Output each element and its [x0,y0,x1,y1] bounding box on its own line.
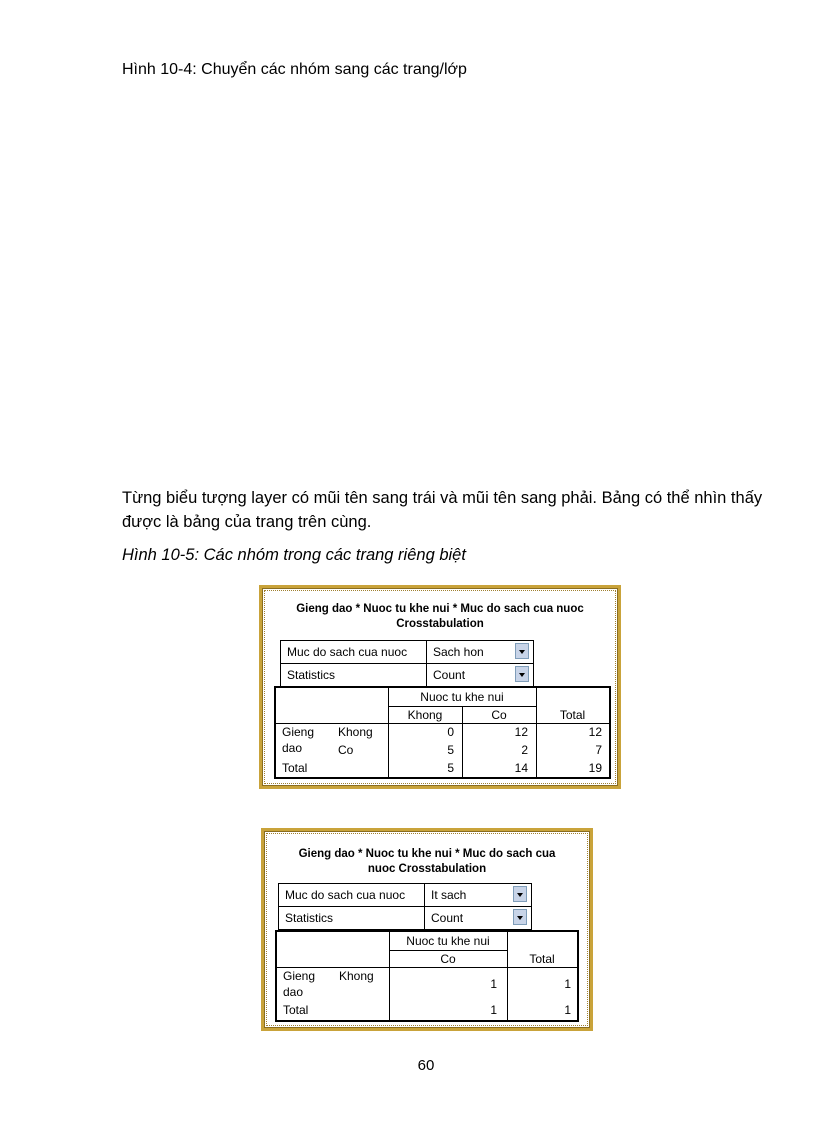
layer-value[interactable]: Sach hon [433,645,484,659]
layer-row-clean-level[interactable] [281,641,533,664]
cell-value: 1 [490,977,497,991]
cell-value: 1 [490,1003,497,1017]
col-header-total: Total [559,708,586,722]
grid-line [389,950,507,951]
col-group-header: Nuoc tu khe nui [406,934,490,948]
figure-caption-10-5: Hình 10-5: Các nhóm trong các trang riêng biệt [122,546,466,564]
dropdown-arrow-icon[interactable] [515,643,529,659]
col-header-total: Total [529,952,555,966]
layer-row-statistics[interactable] [279,907,531,929]
layer-row-statistics[interactable] [281,664,533,686]
row-header-co: Co [338,743,354,757]
grid-line [276,723,609,724]
figure-caption-10-4: Hình 10-4: Chuyển các nhóm sang các trang/lớp [122,61,467,78]
dropdown-arrow-icon[interactable] [513,909,527,925]
col-header-co: Co [491,708,507,722]
pivot-table-2 [261,828,593,1031]
layer-selector-box [280,640,534,687]
col-header-khong: Khong [407,708,443,722]
cell-value: 14 [514,761,528,775]
dropdown-arrow-icon[interactable] [515,666,529,682]
col-group-header: Nuoc tu khe nui [420,690,504,704]
crosstab-grid [274,686,611,779]
cell-value: 5 [447,761,454,775]
grid-line [388,706,536,707]
table-title-line2: nuoc Crosstabulation [367,863,487,875]
cell-value: 1 [564,977,571,991]
layer-value[interactable]: Count [433,668,466,682]
cell-value: 12 [514,725,528,739]
row-header-total: Total [282,761,308,775]
table-title-line1: Gieng dao * Nuoc tu khe nui * Muc do sach cua [298,848,556,860]
page-number: 60 [417,1057,435,1074]
cell-value: 12 [588,725,602,739]
layer-value[interactable]: Count [431,911,464,925]
cell-value: 5 [447,743,454,757]
cell-value: 2 [521,743,528,757]
cell-value: 0 [447,725,454,739]
row-group-label: Gieng [283,969,316,983]
row-header-khong: Khong [338,725,373,739]
layer-label: Statistics [279,907,425,929]
layer-selector-box [278,883,532,930]
row-group-label: dao [282,741,303,755]
cell-value: 1 [564,1003,571,1017]
row-group-label: Gieng [282,725,315,739]
row-header-total: Total [283,1003,309,1017]
table-title-line1: Gieng dao * Nuoc tu khe nui * Muc do sach cua nuoc [296,603,584,615]
layer-label: Statistics [281,664,427,686]
layer-label: Muc do sach cua nuoc [281,641,427,663]
pivot-table-1 [259,585,621,789]
table-title-line2: Crosstabulation [396,618,484,630]
layer-row-clean-level[interactable] [279,884,531,907]
cell-value: 7 [595,743,602,757]
crosstab-grid [275,930,579,1022]
layer-value[interactable]: It sach [431,888,467,902]
col-header-co: Co [440,952,456,966]
layer-label: Muc do sach cua nuoc [279,884,425,906]
cell-value: 19 [588,761,602,775]
body-paragraph: Từng biểu tượng layer có mũi tên sang trái và mũi tên sang phải. Bảng có thể nhìn thấy được là bảng của trang trên cùng. [122,489,763,531]
row-header-khong: Khong [339,969,374,983]
dropdown-arrow-icon[interactable] [513,886,527,902]
row-group-label: dao [283,985,304,999]
grid-line [277,967,577,968]
